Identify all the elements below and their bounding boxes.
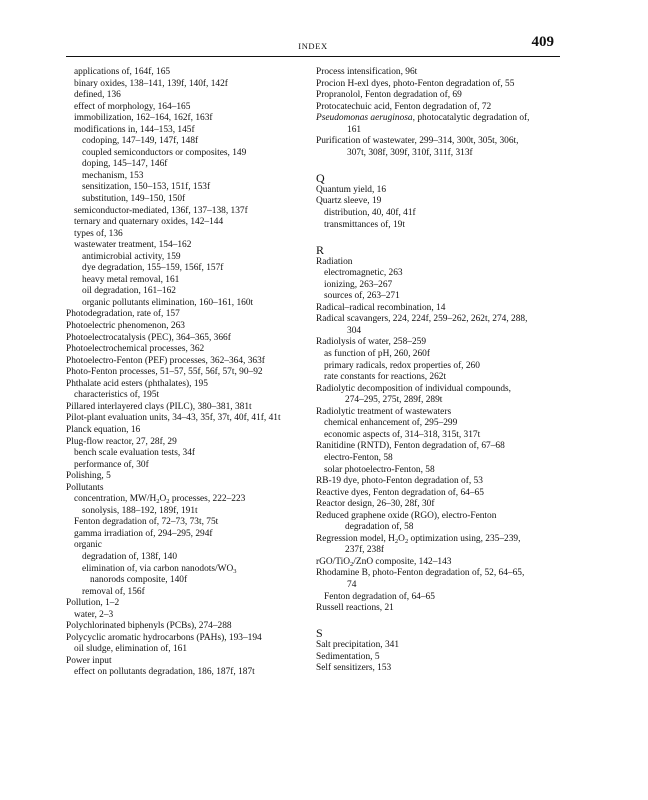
- index-entry: Pseudomonas aeruginosa, photocatalytic degradation of,: [316, 113, 530, 124]
- index-entry: Pollution, 1–2: [66, 598, 120, 609]
- index-entry: degradation of, 138f, 140: [82, 551, 178, 562]
- index-entry: Radiolytic decomposition of individual compounds,: [316, 383, 512, 394]
- index-entry: ionizing, 263–267: [324, 279, 393, 290]
- index-entry: heavy metal removal, 161: [82, 274, 180, 285]
- index-entry: codoping, 147–149, 147f, 148f: [82, 136, 199, 147]
- index-entry: sensitization, 150–153, 151f, 153f: [82, 182, 211, 193]
- index-entry: Rhodamine B, photo-Fenton degradation of, 52, 64–65,: [316, 568, 525, 579]
- spacer: [316, 231, 566, 243]
- index-entry-continuation: 274–295, 275t, 289f, 289t: [345, 395, 443, 406]
- index-entry: rate constants for reactions, 262t: [324, 372, 447, 383]
- index-entry: Radical scavangers, 224, 224f, 259–262, 262t, 274, 288,: [316, 314, 528, 325]
- index-entry: mechanism, 153: [82, 170, 144, 181]
- index-entry: substitution, 149–150, 150f: [82, 194, 186, 205]
- index-entry: removal of, 156f: [82, 586, 145, 597]
- index-entry: Photo-Fenton processes, 51–57, 55f, 56f, 57t, 90–92: [66, 367, 263, 378]
- index-column-right: [316, 67, 566, 675]
- index-entry: Polychlorinated biphenyls (PCBs), 274–288: [66, 621, 232, 632]
- index-entry: Quantum yield, 16: [316, 184, 387, 195]
- index-entry: Pollutants: [66, 482, 104, 493]
- index-entry: Quartz sleeve, 19: [316, 196, 382, 207]
- index-entry: ternary and quaternary oxides, 142–144: [74, 217, 224, 228]
- index-entry: Radiolysis of water, 258–259: [316, 337, 427, 348]
- index-entry: chemical enhancement of, 295–299: [324, 418, 458, 429]
- index-entry: bench scale evaluation tests, 34f: [74, 448, 196, 459]
- index-entry: Radiation: [316, 256, 353, 267]
- index-entry: Russell reactions, 21: [316, 603, 394, 614]
- section-letter-r: R: [316, 242, 325, 257]
- index-entry: oil degradation, 161–162: [82, 286, 176, 297]
- index-entry-continuation: 307t, 308f, 309f, 310f, 311f, 313f: [347, 147, 473, 158]
- index-entry: Propranolol, Fenton degradation of, 69: [316, 90, 462, 101]
- index-entry: characteristics of, 195t: [74, 390, 160, 401]
- index-entry: economic aspects of, 314–318, 315t, 317t: [324, 429, 481, 440]
- index-entry: Plug-flow reactor, 27, 28f, 29: [66, 436, 177, 447]
- index-entry: concentration, $MW/H_2O_2$ processes, 222–223: [74, 494, 246, 506]
- index-entry: distribution, 40, 40f, 41f: [324, 208, 416, 219]
- running-header: [66, 34, 560, 57]
- index-entry: Procion H-exl dyes, photo-Fenton degradation of, 55: [316, 78, 515, 89]
- index-entry: Reduced graphene oxide (RGO), electro-Fenton: [316, 510, 497, 521]
- index-column-left: [66, 67, 298, 679]
- index-entry: Fenton degradation of, 64–65: [324, 591, 435, 602]
- index-entry-continuation: degradation of, 58: [345, 522, 414, 533]
- index-entry-continuation: 161: [347, 124, 362, 135]
- index-entry: sources of, 263–271: [324, 291, 400, 302]
- index-entry: Salt precipitation, 341: [316, 640, 400, 651]
- index-entry: organic pollutants elimination, 160–161, 160t: [82, 297, 254, 308]
- index-entry: primary radicals, redox properties of, 260: [324, 360, 480, 371]
- index-entry: defined, 136: [74, 90, 121, 101]
- index-entry: Reactor design, 26–30, 28f, 30f: [316, 499, 435, 510]
- index-entry: effect of morphology, 164–165: [74, 101, 191, 112]
- index-entry: doping, 145–147, 146f: [82, 159, 168, 170]
- index-entry: Sedimentation, 5: [316, 651, 380, 662]
- index-entry: Photodegradation, rate of, 157: [66, 309, 180, 320]
- section-letter-s: S: [316, 626, 323, 641]
- index-entry: Pilot-plant evaluation units, 34–43, 35f, 37t, 40f, 41f, 41t: [66, 413, 281, 424]
- index-entry: Purification of wastewater, 299–314, 300t, 305t, 306t,: [316, 136, 519, 147]
- index-entry-continuation: 237f, 238f: [345, 545, 385, 556]
- index-entry: Photoelectrocatalysis (PEC), 364–365, 366f: [66, 332, 231, 343]
- index-entry: gamma irradiation of, 294–295, 294f: [74, 528, 213, 539]
- index-entry: elimination of, via carbon nanodots/$WO_3$: [82, 563, 237, 575]
- index-entry: nanorods composite, 140f: [90, 575, 188, 586]
- index-entry: Photoelectro-Fenton (PEF) processes, 362–364, 363f: [66, 355, 265, 366]
- index-entry: wastewater treatment, 154–162: [74, 240, 192, 251]
- index-entry: Photoelectric phenomenon, 263: [66, 321, 185, 332]
- index-entry: coupled semiconductors or composites, 149: [82, 147, 247, 158]
- index-entry: rGO/TiO$_2$/ZnO composite, 142–143: [316, 556, 452, 568]
- index-entry: electromagnetic, 263: [324, 268, 403, 279]
- index-entry: Photoelectrochemical processes, 362: [66, 344, 205, 355]
- index-entry: binary oxides, 138–141, 139f, 140f, 142f: [74, 78, 228, 89]
- index-entry: transmittances of, 19t: [324, 219, 405, 230]
- index-entry: oil sludge, elimination of, 161: [74, 644, 188, 655]
- index-entry-continuation: 304: [347, 325, 362, 336]
- index-entry: electro-Fenton, 58: [324, 452, 393, 463]
- index-entry: solar photoelectro-Fenton, 58: [324, 464, 435, 475]
- index-entry-continuation: 74: [347, 579, 357, 590]
- index-entry: Phthalate acid esters (phthalates), 195: [66, 378, 208, 389]
- index-entry: organic: [74, 540, 102, 551]
- index-entry: RB-19 dye, photo-Fenton degradation of, 53: [316, 476, 483, 487]
- index-entry: Power input: [66, 655, 112, 666]
- index-entry: Fenton degradation of, 72–73, 73t, 75t: [74, 517, 219, 528]
- index-entry: Radical–radical recombination, 14: [316, 302, 446, 313]
- index-entry: dye degradation, 155–159, 156f, 157f: [82, 263, 224, 274]
- spacer: [316, 615, 566, 627]
- index-entry: performance of, 30f: [74, 459, 149, 470]
- index-entry: applications of, 164f, 165: [74, 67, 171, 77]
- index-entry: water, 2–3: [74, 609, 114, 620]
- index-entry: Radiolytic treatment of wastewaters: [316, 406, 452, 417]
- index-entry: Reactive dyes, Fenton degradation of, 64–65: [316, 487, 484, 498]
- index-entry: Planck equation, 16: [66, 424, 141, 435]
- index-entry: Pillared interlayered clays (PILC), 380–381, 381t: [66, 401, 252, 412]
- index-entry: effect on pollutants degradation, 186, 187f, 187t: [74, 667, 255, 678]
- index-entry: Regression model, $H_2O_2$ optimization using, 235–239,: [316, 533, 521, 545]
- index-entry: Process intensification, 96t: [316, 67, 418, 77]
- index-entry: semiconductor-mediated, 136f, 137–138, 137f: [74, 205, 248, 216]
- index-entry: as function of pH, 260, 260f: [324, 349, 430, 360]
- index-entry: types of, 136: [74, 228, 123, 239]
- index-entry: Self sensitizers, 153: [316, 663, 392, 674]
- section-letter-q: Q: [316, 170, 325, 185]
- index-entry: immobilization, 162–164, 162f, 163f: [74, 113, 213, 124]
- header-title: INDEX: [298, 41, 328, 51]
- index-entry: Ranitidine (RNTD), Fenton degradation of, 67–68: [316, 441, 505, 452]
- index-entry: antimicrobial activity, 159: [82, 251, 181, 262]
- spacer: [316, 159, 566, 171]
- index-entry: Protocatechuic acid, Fenton degradation of, 72: [316, 101, 492, 112]
- index-entry: modifications in, 144–153, 145f: [74, 124, 195, 135]
- index-entry: sonolysis, 188–192, 189f, 191t: [82, 505, 198, 516]
- index-entry: Polycyclic aromatic hydrocarbons (PAHs), 193–194: [66, 632, 262, 643]
- page-number: 409: [531, 34, 554, 50]
- index-entry: Polishing, 5: [66, 471, 111, 482]
